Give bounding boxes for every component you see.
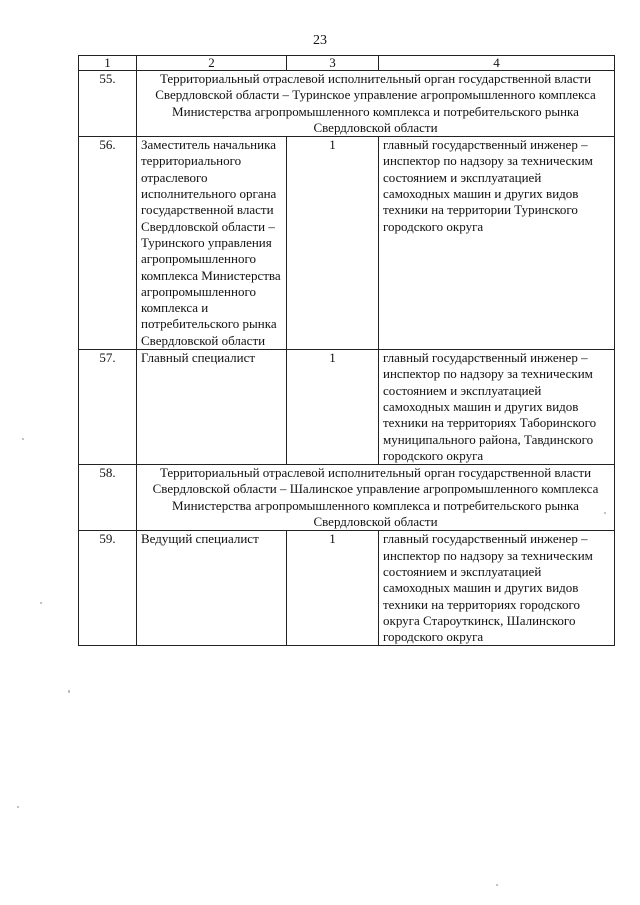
row-number: 58. [79, 465, 137, 531]
scan-speck [604, 512, 606, 514]
class-rank-title: главный государственный инженер – инспектор по надзору за техническим состоянием и эксплуатацией самоходных машин и других видов техники на территориях городского округа Староуткинск, Шалинского городского округа [379, 531, 615, 646]
scan-speck [22, 438, 24, 440]
row-number: 55. [79, 71, 137, 137]
section-title: Территориальный отраслевой исполнительный орган государственной власти Свердловской области – Шалинское управление агропромышленного комплекса Министерства агропромышленного комплекса и потребительского рынка Свердловской области [137, 465, 615, 531]
row-number: 59. [79, 531, 137, 646]
column-header: 2 [137, 56, 287, 71]
row-number: 57. [79, 350, 137, 465]
position-name: Главный специалист [137, 350, 287, 465]
column-header: 1 [79, 56, 137, 71]
section-row [79, 465, 615, 531]
table-row [79, 350, 615, 465]
row-number: 56. [79, 137, 137, 350]
section-row [79, 71, 615, 137]
table-header-row [79, 56, 615, 71]
scan-speck [496, 884, 498, 886]
position-name: Ведущий специалист [137, 531, 287, 646]
class-rank-title: главный государственный инженер – инспектор по надзору за техническим состоянием и эксплуатацией самоходных машин и других видов техники на территориях Таборинского муниципального района, Тавдинского городского округа [379, 350, 615, 465]
scan-speck [40, 602, 42, 604]
class-rank-title: главный государственный инженер – инспектор по надзору за техническим состоянием и эксплуатацией самоходных машин и других видов техники на территории Туринского городского округа [379, 137, 615, 350]
position-name: Заместитель начальника территориального отраслевого исполнительного органа государственной власти Свердловской области – Туринского управления агропромышленного комплекса Министерства агропромышленного комплекса и потребительского рынка Свердловской области [137, 137, 287, 350]
scan-speck [17, 806, 19, 808]
column-header: 4 [379, 56, 615, 71]
section-title: Территориальный отраслевой исполнительный орган государственной власти Свердловской области – Туринское управление агропромышленного комплекса Министерства агропромышленного комплекса и потребительского рынка Свердловской области [137, 71, 615, 137]
column-header: 3 [287, 56, 379, 71]
position-count: 1 [287, 137, 379, 350]
scan-speck [68, 690, 70, 693]
page-number: 23 [313, 33, 327, 48]
table-row [79, 137, 615, 350]
positions-table [78, 55, 615, 646]
table-row [79, 531, 615, 646]
position-count: 1 [287, 350, 379, 465]
position-count: 1 [287, 531, 379, 646]
